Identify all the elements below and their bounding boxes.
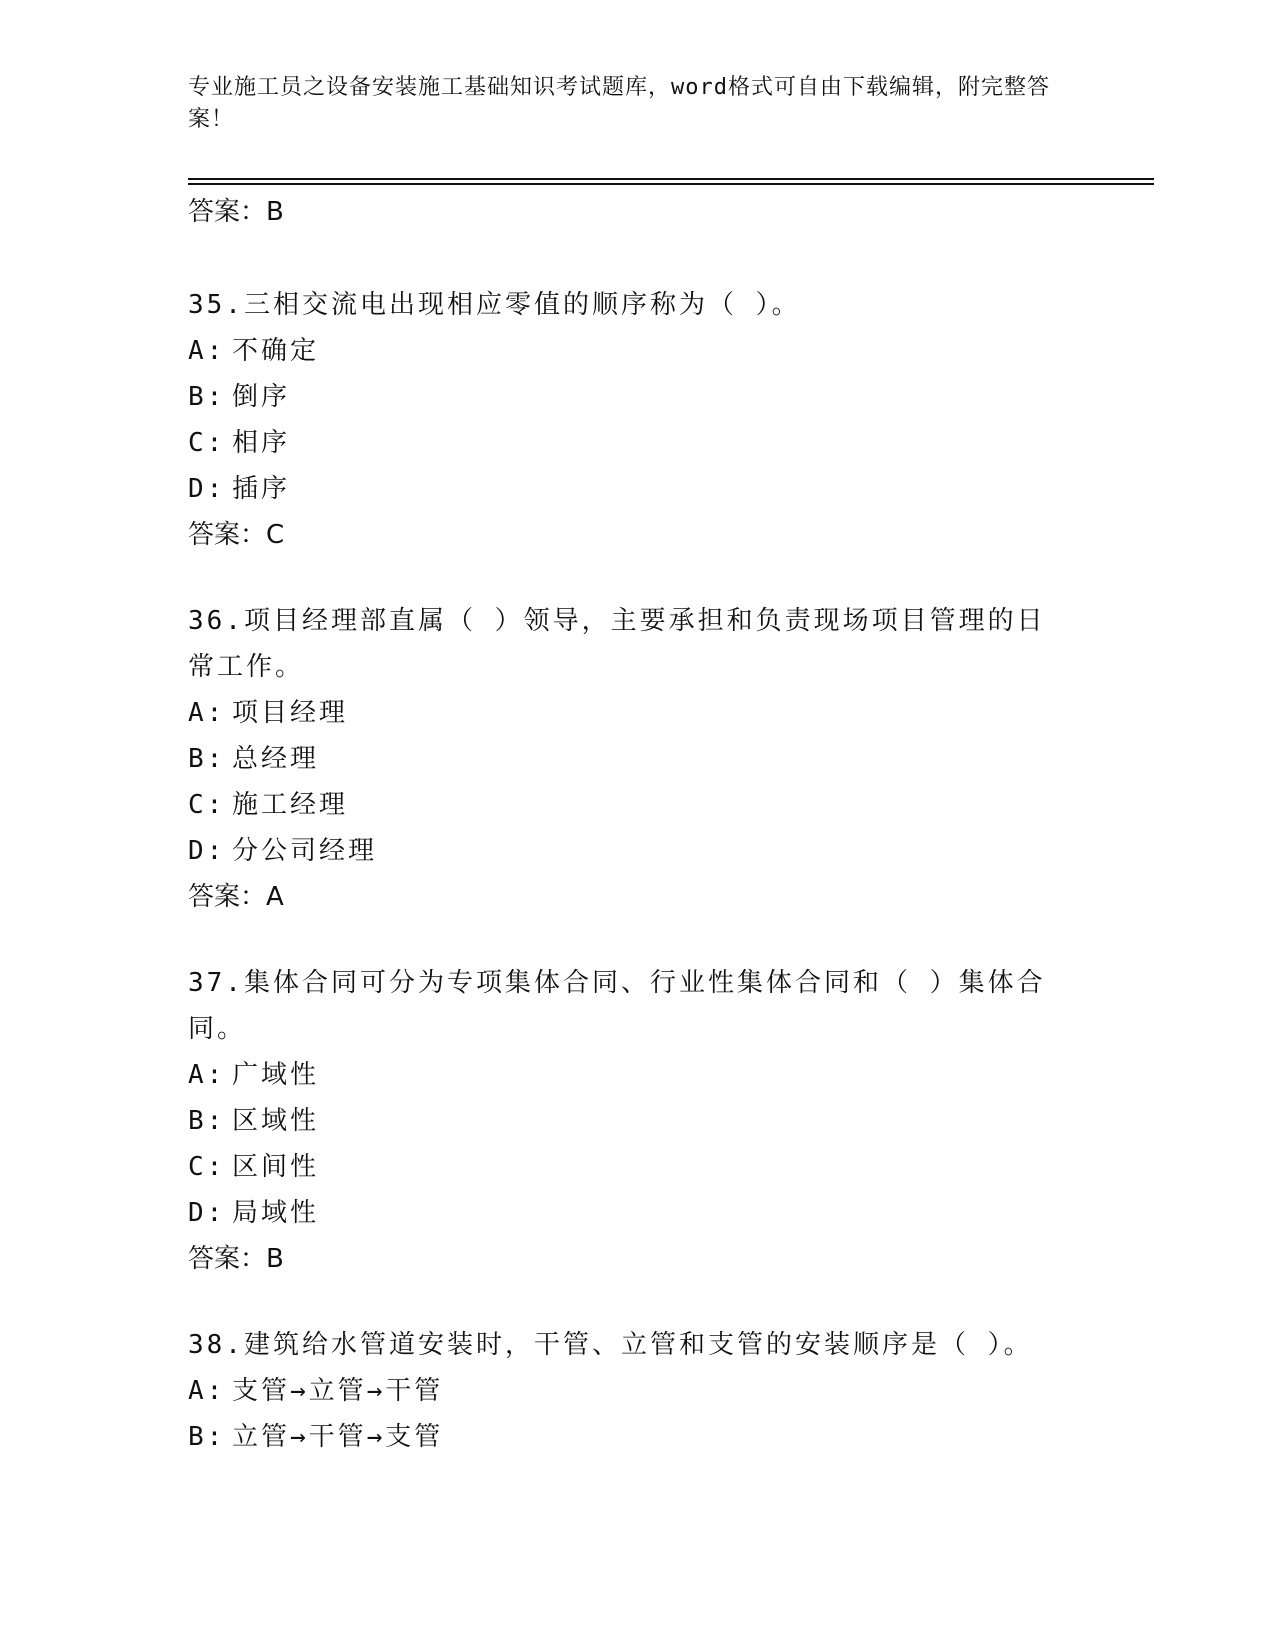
question-38 [188, 1322, 1068, 1460]
question-37 [188, 960, 1068, 1282]
option-b: B: 倒序 [188, 382, 291, 412]
option-a: A: 项目经理 [188, 698, 349, 728]
document-header: 专业施工员之设备安装施工基础知识考试题库，word格式可自由下载编辑，附完整答案！ [188, 75, 1050, 132]
option-a: A: 广域性 [188, 1060, 320, 1090]
question-stem: 37.集体合同可分为专项集体合同、行业性集体合同和（ ）集体合同。 [188, 968, 1046, 1044]
answer-label: 答案：B [188, 1244, 284, 1274]
question-stem: 36.项目经理部直属（ ）领导，主要承担和负责现场项目管理的日常工作。 [188, 606, 1046, 682]
option-b: B: 区域性 [188, 1106, 320, 1136]
option-a: A: 不确定 [188, 336, 320, 366]
answer-label: 答案：B [188, 197, 284, 227]
header-rule-top [188, 178, 1154, 180]
answer-label: 答案：C [188, 520, 285, 550]
option-c: C: 相序 [188, 428, 291, 458]
option-c: C: 区间性 [188, 1152, 320, 1182]
option-b: B: 总经理 [188, 744, 320, 774]
question-stem: 38.建筑给水管道安装时，干管、立管和支管的安装顺序是（ ）。 [188, 1330, 1033, 1360]
option-b: B: 立管→干管→支管 [188, 1422, 444, 1452]
question-list [188, 282, 1068, 1500]
header-rule-bottom [188, 183, 1154, 185]
option-d: D: 插序 [188, 474, 291, 504]
option-d: D: 分公司经理 [188, 836, 378, 866]
option-c: C: 施工经理 [188, 790, 349, 820]
option-a: A: 支管→立管→干管 [188, 1376, 444, 1406]
question-35 [188, 282, 1068, 558]
option-d: D: 局域性 [188, 1198, 320, 1228]
question-stem: 35.三相交流电出现相应零值的顺序称为（ ）。 [188, 290, 801, 320]
question-36 [188, 598, 1068, 920]
answer-label: 答案：A [188, 882, 284, 912]
